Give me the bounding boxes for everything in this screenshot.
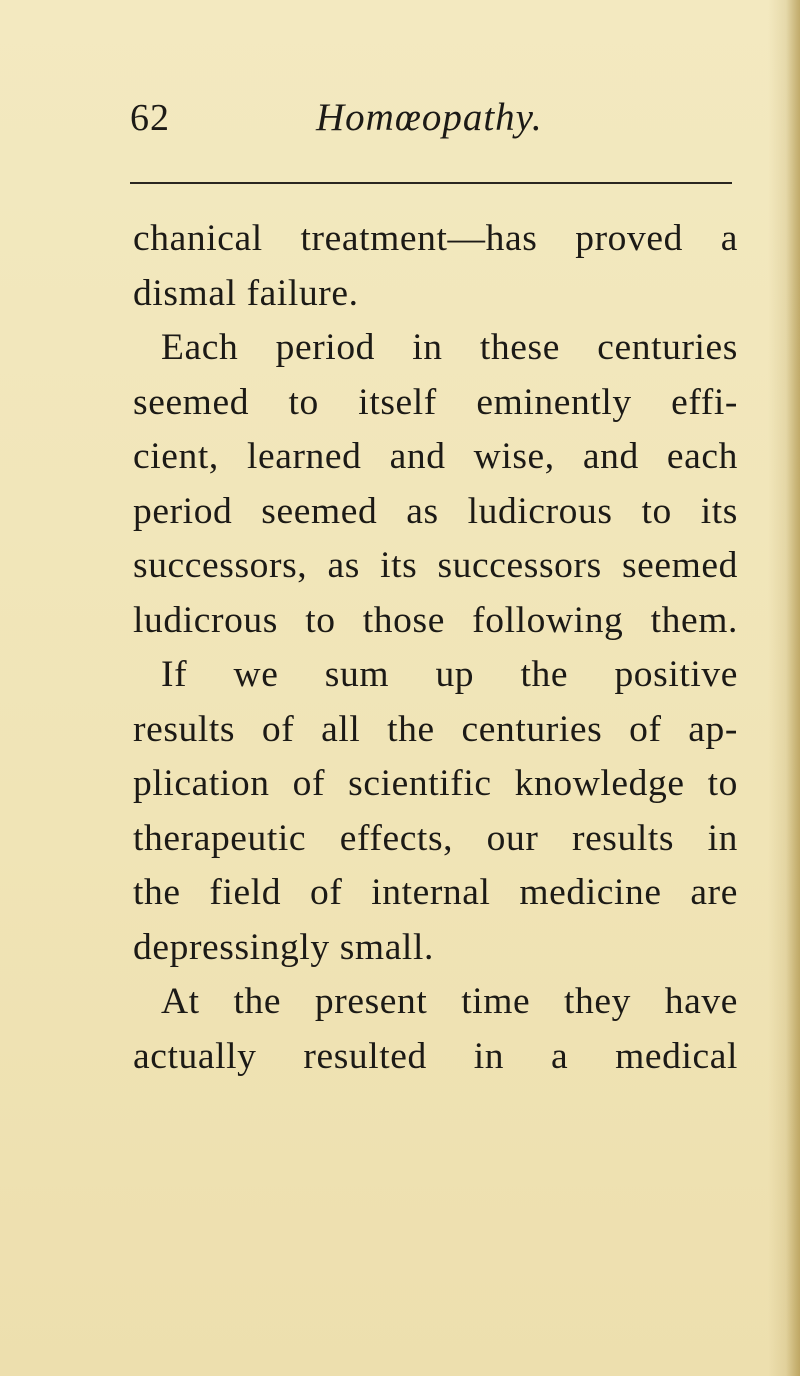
text-line: ludicrous to those following them.: [133, 599, 738, 641]
text-line: the field of internal medicine are: [133, 872, 738, 913]
page-edge-shadow: [786, 0, 800, 1376]
text-line: seemed to itself eminently effi-: [133, 381, 738, 423]
text-line: actually resulted in a medical: [133, 1035, 738, 1077]
text-line: chanical treatment—has proved a: [133, 218, 738, 259]
header-rule: [130, 182, 732, 184]
page-number: 62: [130, 97, 170, 139]
text-line: If we sum up the positive: [161, 654, 738, 695]
text-line: Each period in these centuries: [161, 327, 738, 368]
text-line: plication of scientific knowledge to: [133, 763, 738, 804]
text-line: therapeutic effects, our results in: [133, 817, 738, 859]
text-line: At the present time they have: [161, 981, 738, 1022]
text-line: results of all the centuries of ap-: [133, 708, 738, 750]
body-text: [133, 212, 738, 1084]
text-line: period seemed as ludicrous to its: [133, 490, 738, 532]
running-title: Homœopathy.: [316, 96, 543, 139]
running-head: [130, 92, 750, 152]
text-line: depressingly small.: [133, 926, 434, 968]
text-line: successors, as its successors seemed: [133, 545, 738, 586]
text-line: dismal failure.: [133, 272, 359, 314]
text-line: cient, learned and wise, and each: [133, 436, 738, 477]
